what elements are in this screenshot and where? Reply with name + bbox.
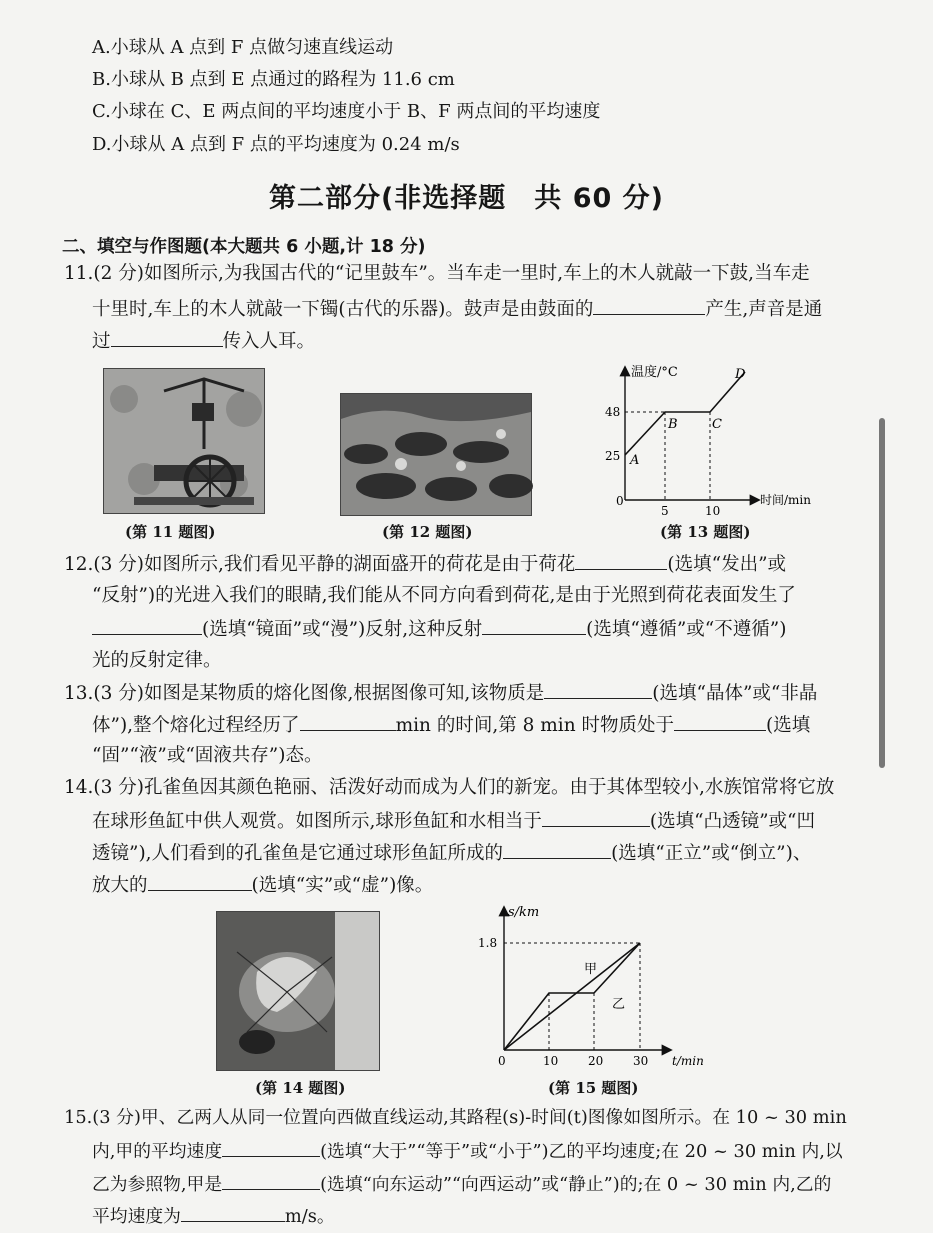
fig14-fish-tank-photo [216, 911, 380, 1071]
fig13-point-b: B [668, 417, 678, 432]
q13-text: min 的时间,第 8 min 时物质处于 [395, 715, 674, 736]
q13-line3: “固”“液”或“固液共存”)态。 [92, 745, 323, 766]
fig15-xlabel: t/min [672, 1054, 704, 1068]
q11-line3 [92, 328, 315, 354]
q12-line4: 光的反射定律。 [92, 650, 222, 671]
answer-blank[interactable] [674, 712, 766, 731]
q13-line1 [64, 680, 817, 706]
fig13-ylabel: 温度/°C [631, 365, 678, 380]
q14-text: (选填“正立”或“倒立”)、 [611, 843, 812, 864]
answer-blank[interactable] [300, 712, 396, 731]
fig13-xtick-5: 5 [661, 504, 669, 518]
option-c: C.小球在 C、E 两点间的平均速度小于 B、F 两点间的平均速度 [92, 101, 601, 122]
fig15-ytick-1.8: 1.8 [478, 936, 498, 950]
q11-text: 十里时,车上的木人就敲一下镯(古代的乐器)。鼓声是由鼓面的 [92, 299, 594, 320]
q15-line4 [92, 1203, 335, 1229]
fig15-xtick-10: 10 [543, 1054, 559, 1068]
q11-text: 产生,声音是通 [705, 299, 823, 320]
q15-text: 平均速度为 [92, 1206, 181, 1227]
fig13-point-d: D [735, 367, 746, 382]
q14-text: (选填“凸透镜”或“凹 [649, 811, 815, 832]
answer-blank[interactable] [148, 872, 252, 891]
fig13-xtick-10: 10 [705, 504, 721, 518]
fig11-drum-cart-photo [103, 368, 265, 514]
fig15-ylabel: s/km [508, 905, 540, 920]
fig12-lotus-photo [340, 393, 532, 516]
option-b: B.小球从 B 点到 E 点通过的路程为 11.6 cm [92, 69, 455, 90]
q13-text: 体”),整个熔化过程经历了 [92, 715, 300, 736]
fig13-point-a: A [630, 453, 640, 468]
q15-line1: 15.(3 分)甲、乙两人从同一位置向西做直线运动,其路程(s)-时间(t)图像如图所示。在 10 ~ 30 min [64, 1107, 847, 1128]
fig12-caption: (第 12 题图) [382, 523, 473, 541]
q14-line4 [92, 872, 433, 898]
fig15-caption: (第 15 题图) [548, 1079, 639, 1097]
part-title: 第二部分(非选择题 共 60 分) [268, 183, 665, 214]
q14-text: 透镜”),人们看到的孔雀鱼是它通过球形鱼缸所成的 [92, 843, 504, 864]
option-d: D.小球从 A 点到 F 点的平均速度为 0.24 m/s [92, 134, 460, 155]
fig13-xlabel: 时间/min [760, 493, 811, 507]
q12-text: (选填“镜面”或“漫”)反射,这种反射 [202, 619, 483, 640]
fig15-xtick-0: 0 [498, 1054, 506, 1068]
answer-blank[interactable] [544, 680, 652, 699]
q11-line1: 11.(2 分)如图所示,为我国古代的“记里鼓车”。当车走一里时,车上的木人就敲一下鼓,当车走 [64, 263, 810, 284]
q11-text: 过 [92, 331, 111, 352]
q15-text: 乙为参照物,甲是 [92, 1174, 223, 1195]
q14-line1: 14.(3 分)孔雀鱼因其颜色艳丽、活泼好动而成为人们的新宠。由于其体型较小,水族馆常将它放 [64, 777, 835, 798]
option-a: A.小球从 A 点到 F 点做匀速直线运动 [92, 37, 394, 58]
vertical-scrollbar[interactable] [879, 418, 885, 768]
fig11-caption: (第 11 题图) [125, 523, 216, 541]
q14-text: (选填“实”或“虚”)像。 [251, 875, 434, 896]
q12-line2: “反射”)的光进入我们的眼睛,我们能从不同方向看到荷花,是由于光照到荷花表面发生了 [92, 585, 796, 606]
answer-blank[interactable] [181, 1203, 285, 1222]
q15-line3 [92, 1171, 831, 1197]
answer-blank[interactable] [92, 616, 202, 635]
fig14-caption: (第 14 题图) [255, 1079, 346, 1097]
q13-text: (选填 [766, 715, 811, 736]
q15-text: (选填“向东运动”“向西运动”或“静止”)的;在 0 ~ 30 min 内,乙的 [320, 1174, 832, 1195]
q15-text: m/s。 [284, 1206, 335, 1227]
q15-line2 [92, 1138, 843, 1164]
q11-text: 传入人耳。 [222, 331, 316, 352]
q14-text: 放大的 [92, 875, 148, 896]
fig15-xtick-20: 20 [588, 1054, 604, 1068]
answer-blank[interactable] [575, 551, 667, 570]
q12-line3 [92, 616, 786, 642]
fig13-ytick-48: 48 [605, 405, 621, 419]
q12-text: (选填“遵循”或“不遵循”) [586, 619, 787, 640]
q13-text: 13.(3 分)如图是某物质的熔化图像,根据图像可知,该物质是 [64, 683, 545, 704]
q12-text: 12.(3 分)如图所示,我们看见平静的湖面盛开的荷花是由于荷花 [64, 554, 576, 575]
q14-line2 [92, 808, 815, 834]
section-title: 二、填空与作图题(本大题共 6 小题,计 18 分) [62, 237, 426, 257]
q14-line3 [92, 840, 811, 866]
q11-line2 [92, 296, 822, 322]
q15-text: 内,甲的平均速度 [92, 1141, 223, 1162]
fig13-point-c: C [712, 417, 722, 432]
q12-text: (选填“发出”或 [667, 554, 787, 575]
answer-blank[interactable] [111, 328, 223, 347]
q14-text: 在球形鱼缸中供人观赏。如图所示,球形鱼缸和水相当于 [92, 811, 542, 832]
fig13-ytick-25: 25 [605, 449, 621, 463]
fig13-series-line [625, 372, 745, 455]
answer-blank[interactable] [542, 808, 650, 827]
fig13-caption: (第 13 题图) [660, 523, 751, 541]
answer-blank[interactable] [222, 1138, 320, 1157]
q13-line2 [92, 712, 810, 738]
answer-blank[interactable] [503, 840, 611, 859]
answer-blank[interactable] [482, 616, 586, 635]
fig15-label-yi: 乙 [612, 997, 626, 1012]
q12-line1 [64, 551, 786, 577]
fig13-melting-chart [600, 360, 811, 518]
answer-blank[interactable] [593, 296, 705, 315]
answer-blank[interactable] [222, 1171, 320, 1190]
fig15-distance-time-chart [470, 900, 710, 1072]
fig15-label-jia: 甲 [584, 962, 598, 977]
q13-text: (选填“晶体”或“非晶 [652, 683, 818, 704]
fig13-xtick-0: 0 [616, 494, 624, 508]
q15-text: (选填“大于”“等于”或“小于”)乙的平均速度;在 20 ~ 30 min 内,以 [320, 1141, 843, 1162]
fig15-xtick-30: 30 [633, 1054, 649, 1068]
